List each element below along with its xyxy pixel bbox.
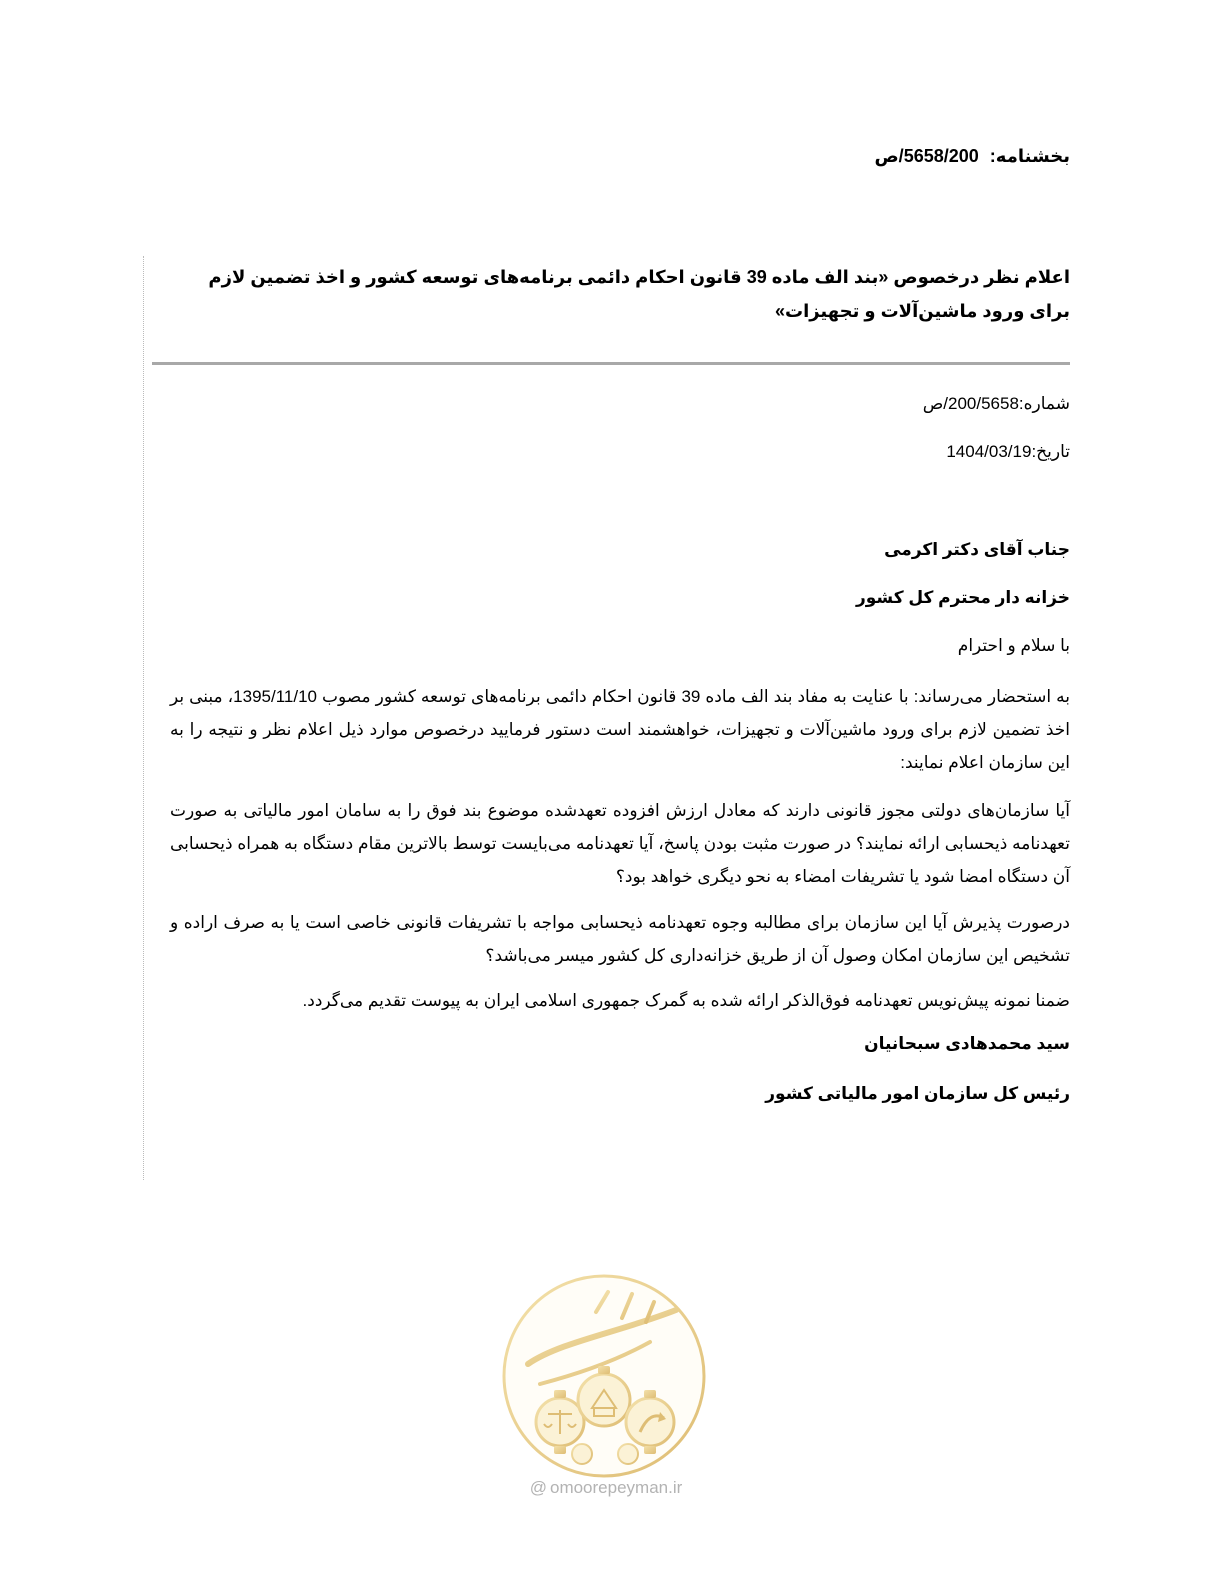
- watermark-site: [506, 1478, 706, 1498]
- paragraph-intro: به استحضار می‌رساند: با عنایت به مفاد بند الف ماده 39 قانون احکام دائمی برنامه‌های توسعه کشور مصوب 1395/11/10، مبنی بر اخذ تضمین لازم برای ورود ماشین‌آلات و تجهیزات، خواهشمند است دستور فرمایید درخصوص موارد ذیل اعلام نظر و نتیجه را به این سازمان اعلام نمایند:: [170, 687, 1070, 772]
- paragraph-attachment-note: ضمنا نمونه پیش‌نویس تعهدنامه فوق‌الذکر ارائه شده به گمرک جمهوری اسلامی ایران به پیوست تقدیم می‌گردد.: [302, 991, 1070, 1010]
- letter-body: [143, 256, 1070, 1180]
- title-divider: [152, 362, 1070, 365]
- paragraph-question-1: آیا سازمان‌های دولتی مجوز قانونی دارند که معادل ارزش افزوده تعهدشده موضوع بند فوق را به سامان امور مالیاتی به صورت تعهدنامه ذیحسابی ارائه نمایند؟ در صورت مثبت بودن پاسخ، آیا تعهدنامه می‌بایست توسط بالاترین مقام دستگاه به همراه ذیحسابی آن دستگاه امضا شود یا تشریفات امضاء به نحو دیگری خواهد بود؟: [170, 801, 1070, 886]
- circular-number: 5658/200/ص: [874, 146, 979, 166]
- watermark-site-text: omoorepeyman.ir: [549, 1478, 683, 1497]
- signer-title: رئیس کل سازمان امور مالیاتی کشور: [765, 1084, 1070, 1103]
- recipient-name: جناب آقای دکتر اکرمی: [884, 540, 1070, 559]
- paragraph-question-2: درصورت پذیرش آیا این سازمان برای مطالبه وجوه تعهدنامه ذیحسابی مواجه با تشریفات قانونی خاصی است یا به صرف اراده و تشخیص این سازمان امکان وصول آن از طریق خزانه‌داری کل کشور میسر می‌باشد؟: [170, 913, 1070, 965]
- at-icon: @: [529, 1478, 547, 1497]
- letter-number: شماره:200/5658/ص: [922, 394, 1070, 413]
- watermark-logo: [500, 1272, 706, 1502]
- circular-number-line: [874, 146, 1070, 167]
- document-title: اعلام نظر درخصوص «بند الف ماده 39 قانون احکام دائمی برنامه‌های توسعه کشور و اخذ تضمین لازم برای ورود ماشین‌آلات و تجهیزات»: [208, 267, 1070, 321]
- circular-label: بخشنامه:: [989, 146, 1070, 166]
- recipient-title: خزانه دار محترم کل کشور: [855, 588, 1070, 607]
- letter-date: تاریخ:1404/03/19: [946, 442, 1070, 461]
- greeting: با سلام و احترام: [957, 636, 1070, 655]
- signer-name: سید محمدهادی سبحانیان: [864, 1034, 1070, 1053]
